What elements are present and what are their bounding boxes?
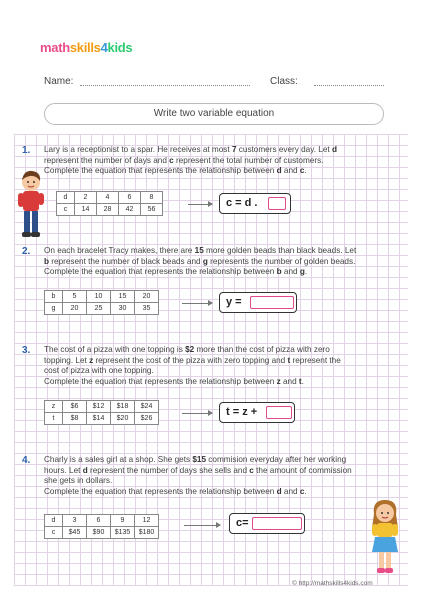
footer-url: © http://mathskills4kids.com — [292, 580, 373, 587]
question-number: 4. — [22, 455, 31, 466]
question-number: 2. — [22, 246, 31, 257]
data-table-q1: d 2 4 6 8 c 14 28 42 56 — [56, 191, 163, 216]
arrow-icon — [188, 204, 212, 205]
equation-box-q1: c = d . — [219, 193, 291, 214]
answer-input-q3[interactable] — [266, 406, 292, 419]
question-text: The cost of a pizza with one topping is $2 more than the cost of pizza with zero topping. Let z represent the cost of the pizza with zero topping and t represent the cost of pizza with one topping. Complete the equation that represents the relationship between z and t. — [44, 345, 341, 386]
class-label: Class: — [270, 76, 298, 87]
equation-box-q2: y = — [219, 292, 297, 313]
answer-input-q2[interactable] — [250, 296, 294, 309]
class-field[interactable] — [314, 85, 384, 86]
arrow-icon — [182, 303, 212, 304]
name-field[interactable] — [80, 85, 250, 86]
worksheet-title: Write two variable equation — [44, 103, 384, 125]
question-text: Lary is a receptionist to a spar. He receives at most 7 customers every day. Let d represent the number of days and c represent the total number of customers. Complete the equation that represents the relationship between d and c. — [44, 145, 337, 175]
question-number: 1. — [22, 145, 31, 156]
equation-box-q4: c= — [229, 513, 305, 534]
equation-box-q3: t = z + — [219, 402, 295, 423]
name-label: Name: — [44, 76, 74, 87]
question-number: 3. — [22, 345, 31, 356]
data-table-q3: z $6 $12 $18 $24 t $8 $14 $20 $26 — [44, 400, 159, 425]
mathskills4kids-logo: mathskills4kids — [40, 40, 133, 55]
boy-illustration — [14, 168, 46, 240]
arrow-icon — [182, 413, 212, 414]
girl-illustration — [368, 498, 402, 576]
data-table-q2: b 5 10 15 20 g 20 25 30 35 — [44, 290, 159, 315]
question-text: Charly is a sales girl at a shop. She gets $15 commision everyday after her working hours. Let d represent the number of days she sells and c the amount of commission she gets in dollars. Complete the equation that represents the relationship between d and c. — [44, 455, 352, 496]
question-text: On each bracelet Tracy makes, there are 15 more golden beads than black beads. Let b represent the number of black beads and g represents the number of golden beads. Complete the equation that represents the relationship between b and g. — [44, 246, 357, 276]
answer-input-q1[interactable] — [268, 197, 286, 210]
data-table-q4: d 3 6 9 12 c $45 $90 $135 $180 — [44, 514, 159, 539]
answer-input-q4[interactable] — [252, 517, 302, 530]
arrow-icon — [184, 525, 220, 526]
